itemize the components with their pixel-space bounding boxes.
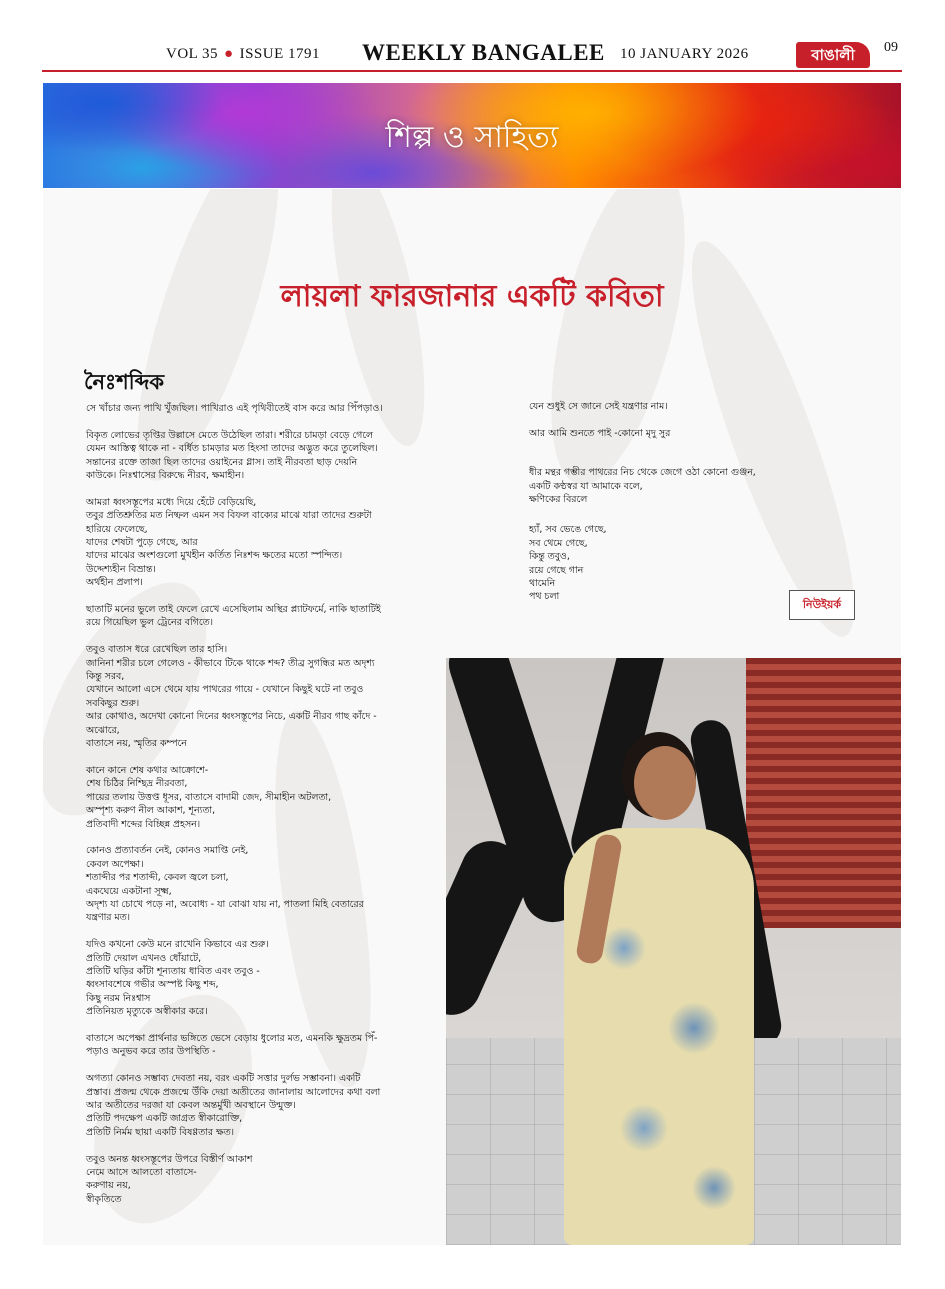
poem-line: যন্ত্রণার মত। [86, 912, 131, 924]
stanza [86, 603, 411, 630]
poem-line: কিন্তু তবুও, [529, 551, 570, 563]
poem-line: তবুও অনন্ত ধ্বংসস্তূপের উপরে বিস্তীর্ণ আকাশ [86, 1153, 253, 1165]
poem-line: কিছু নরম নিঃশ্বাস [86, 992, 151, 1004]
poem-column-right [529, 400, 789, 617]
poem-line: আমরা ধ্বংসস্তূপের মধ্যে দিয়ে হেঁটে বেড়িয়েছি, [86, 496, 257, 508]
poem-line: নেমে আসে আলতো বাতাসে- [86, 1167, 197, 1178]
poem-line: সন্তানের রক্তে তাজা ছিল তাদের ওয়াইনের গ্লাস। তাই নীরবতা ছাড় দেয়নি [86, 456, 358, 468]
poem-line: প্রস্তাব। প্রজন্ম থেকে প্রজন্মে উঁকি দেয়া অতীতের জানালায় আলোদের কথা বলা [86, 1086, 381, 1098]
poem-line: প্রতিনিয়ত মৃত্যুকে অস্বীকার করে। [86, 1006, 208, 1018]
poem-line: আর আমি শুনতে পাই -কোনো মৃদু সুর [529, 427, 671, 439]
poem-line: পায়ের তলায় উত্তপ্ত ধূসর, বাতাসে বাদামী জেদ, সীমাহীন অটলতা, [86, 791, 332, 803]
poem-line: থামেনি [529, 578, 556, 590]
stanza [86, 764, 411, 831]
poem-line: যেন শুধুই সে জানে সেই যন্ত্রণার নাম। [529, 401, 668, 412]
poem-line: জানিনা শরীর চলে গেলেও - কীভাবে টিকে থাকে শব্দ? তীব্র সুগন্ধির মত অদৃশ্য [86, 657, 375, 669]
stanza [86, 938, 411, 1018]
poem-line: শেষ চিঠির নিশ্ছিদ্র নীরবতা, [86, 778, 188, 790]
poem-line: ছাতাটি মনের ভুলে তাই ফেলে রেখে এসেছিলাম অস্থির প্ল্যাটফর্মে, নাকি ছাতাটিই [86, 604, 381, 616]
poem-line: হ্যাঁ, সব ভেঙে গেছে, [529, 524, 607, 536]
poem-line: রয়ে গেছে গান [529, 564, 584, 576]
stanza [86, 1032, 411, 1059]
stanza [86, 1072, 411, 1139]
poem-line: অস্পৃশ্য করুণ নীল আকাশ, শূন্যতা, [86, 805, 216, 817]
poem-line: অদৃশ্য যা চোখে পড়ে না, অবোধ্য - যা বোঝা যায় না, পাতলা মিহি বেতারের [86, 898, 364, 910]
article-heading: লায়লা ফারজানার একটি কবিতা [280, 279, 664, 314]
stanza [529, 427, 789, 440]
poem-line: প্রতিবাদী শব্দের বিচ্ছিন্ন প্রহসন। [86, 818, 201, 830]
photo-sculpture [446, 832, 540, 1025]
poem-title: নৈঃশব্দিক [84, 370, 165, 394]
poem-line: ক্ষণিকের বিরলে [529, 494, 588, 506]
stanza [86, 402, 411, 415]
poem-line: পথ চলা [529, 591, 560, 603]
poem-line: বাতাসে অপেক্ষা প্রার্থনার ভঙ্গিতে ভেসে বেড়ায় ধুলোর মত, এমনকি ক্ষুদ্রতম পিঁ- [86, 1032, 378, 1044]
publication-logo: বাঙালী [796, 42, 870, 68]
poem-line: কানে কানে শেষ কথার আক্রোশে- [86, 764, 209, 776]
poem-line: স্বীকৃতিতে [86, 1193, 122, 1205]
stanza [86, 429, 411, 483]
poem-column-left [86, 402, 411, 1220]
poem-line: ধ্বংসাবশেষে গভীর অস্পষ্ট কিছু শব্দ, [86, 979, 219, 991]
poem-line: আর কোথাও, অদেখা কোনো দিনের ধ্বংসস্তূপের নিচে, একটি নীরব গাছ কাঁদে - [86, 711, 377, 723]
publication-title: WEEKLY BANGALEE [362, 40, 605, 65]
issue-date: 10 JANUARY 2026 [620, 46, 749, 62]
poem-line: রয়ে গিয়েছিল ভুল ট্রেনের বগিতে। [86, 617, 213, 629]
stanza [86, 643, 411, 750]
issue-label: ISSUE 1791 [239, 46, 321, 62]
stanza [529, 400, 789, 413]
stanza [86, 1153, 411, 1207]
poem-line: অঝোরে, [86, 724, 120, 736]
poem-line: যেমন আস্তিত্ব থাকে না - বর্ধিত চামড়ার মত হিংসা তাদের অদ্ভুত করে তুলেছিল। [86, 443, 378, 455]
poem-line: কেবল অপেক্ষা। [86, 858, 144, 870]
poem-line: উদ্দেশ্যহীন বিভ্রান্ত। [86, 563, 156, 575]
poem-line: তবুও বাতাস ধরে রেখেছিল তার হাসি। [86, 644, 228, 656]
author-photo [446, 658, 901, 1245]
bullet-icon: ● [224, 46, 234, 62]
place-label: নিউইয়র্ক [789, 590, 855, 620]
stanza [86, 496, 411, 590]
poem-line: হারিয়ে ফেলেছে, [86, 523, 148, 535]
poem-line: একটি কণ্ঠস্বর যা আমাকে বলে, [529, 480, 643, 492]
stanza [86, 844, 411, 924]
masthead [42, 40, 902, 70]
poem-line: অগত্যা কোনও সম্ভাব্য দেবতা নয়, বরং একটি সত্তার দুর্লভ সম্ভাবনা। একটি [86, 1073, 361, 1085]
poem-line: করুণায় নয়, [86, 1180, 131, 1192]
poem-line: পড়াও অনুভব করে তার উপস্থিতি - [86, 1046, 216, 1058]
poem-line: বাতাসে নয়, স্মৃতির কম্পনে [86, 738, 187, 750]
stanza [529, 523, 789, 603]
poem-line: সবকিছুর শুরু। [86, 697, 140, 709]
poem-line: শতাব্দীর পর শতাব্দী, কেবল জ্বলে চলা, [86, 872, 229, 884]
photo-red-structure [746, 658, 901, 928]
poem-line: যেখানে আলো এসে থেমে যায় পাথরের গায়ে - যেখানে কিছুই ঘটে না তবুও [86, 684, 364, 696]
poem-line: সব থেমে গেছে, [529, 537, 588, 549]
poem-line: আর অতীতের দরজা যা কেবল অন্তর্মুখী অবস্থানে উন্মুক্ত। [86, 1099, 296, 1111]
poem-line: প্রতিটি ঘড়ির কাঁটা শূন্যতায় ধাবিত এবং তবুও - [86, 965, 260, 977]
page-number: 09 [884, 40, 898, 55]
poem-line: প্রতিটি পদক্ষেপ একটি জাগ্রত স্বীকারোক্তি, [86, 1113, 243, 1125]
stanza [529, 466, 789, 506]
poem-line: যাদের মাঝের অংশগুলো মুখহীন কর্তিত নিঃশব্দ ক্ষতের মতো স্পন্দিত। [86, 550, 343, 562]
poem-line: বিকৃত লোভের তৃপ্তির উল্লাসে মেতে উঠেছিল তারা। শরীরে চামড়া বেড়ে গেলে [86, 429, 374, 441]
section-banner [43, 83, 901, 188]
poem-line: যদিও কখনো কেউ মনে রাখেনি কিভাবে এর শুরু। [86, 939, 269, 951]
poem-line: প্রতিটি দেয়াল এখনও ধোঁয়াটে, [86, 952, 202, 964]
poem-line: কিন্তু সরব, [86, 671, 125, 683]
photo-face [634, 746, 696, 820]
poem-line: একঘেয়ে একটানা সূক্ষ্ম, [86, 885, 172, 897]
poem-line: অর্থহীন প্রলাপ। [86, 577, 143, 589]
poem-line: তবুর প্রতিশ্রুতির মত নিষ্ফল এমন সব বিফল বাক্যের মাঝে যারা তাদের শুরুটা [86, 510, 372, 522]
poem-line: যাদের শেষটা পুড়ে গেছে, আর [86, 537, 198, 549]
poem-line: কাউকে। নিঃশ্বাসের বিরুদ্ধে নীরব, ক্ষমাহীন। [86, 470, 245, 482]
poem-line: ধীর মন্থর গম্ভীর পাথরের নিচ থেকে জেগে ওঠা কোনো গুঞ্জন, [529, 467, 756, 479]
poem-line: সে খাঁচার জন্য পাখি খুঁজছিল। পাখিরাও এই পৃথিবীতেই বাস করে আর পিঁপড়াও। [86, 403, 383, 414]
volume-issue [166, 46, 320, 63]
poem-line: কোনও প্রত্যাবর্তন নেই, কোনও সমাপ্তি নেই, [86, 845, 249, 857]
volume-label: VOL 35 [166, 46, 219, 62]
poem-line: প্রতিটি নির্মম ছায়া একটি বিষণ্ণতার ক্ষত। [86, 1126, 234, 1138]
section-title: শিল্প ও সাহিত্য [385, 120, 559, 155]
masthead-rule [42, 70, 902, 72]
